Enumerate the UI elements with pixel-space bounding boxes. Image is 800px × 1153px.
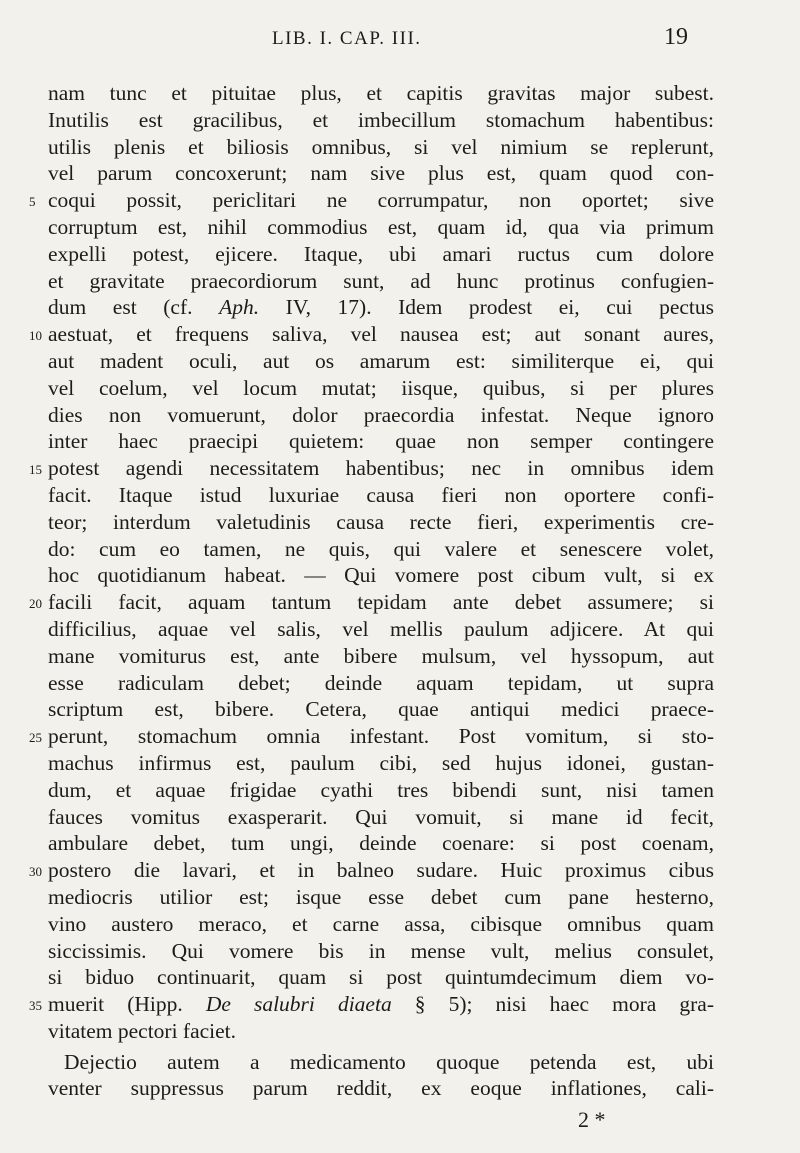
line-text: utilis plenis et biliosis omnibus, si vel nimium se replerunt, [48, 134, 714, 159]
running-head: LIB. I. CAP. III. [272, 28, 422, 49]
text-line [29, 723, 714, 750]
text-line [29, 321, 714, 348]
text-line [48, 482, 714, 509]
line-number: 30 [29, 864, 42, 880]
page-header [0, 24, 800, 56]
line-text: venter suppressus parum reddit, ex eoque inflationes, cali- [48, 1076, 714, 1101]
text-line [48, 884, 714, 911]
line-text-part: IV, 17). Idem prodest ei, cui pectus [259, 295, 714, 320]
line-text: perunt, stomachum omnia infestant. Post vomitum, si sto- [48, 724, 714, 749]
text-line [29, 857, 714, 884]
line-text: aut madent oculi, aut os amarum est: similiterque ei, qui [48, 348, 714, 373]
line-text: potest agendi necessitatem habentibus; nec in omnibus idem [48, 456, 714, 481]
text-line [48, 616, 714, 643]
line-text: do: cum eo tamen, ne quis, qui valere et senescere volet, [48, 536, 714, 561]
line-text: vel parum concoxerunt; nam sive plus est, quam quod con- [48, 161, 714, 186]
text-line [48, 134, 714, 161]
line-text: et gravitate praecordiorum sunt, ad hunc protinus confugien- [48, 268, 714, 293]
text-body [29, 80, 714, 1102]
line-text: si biduo continuarit, quam si post quintumdecimum diem vo- [48, 965, 714, 990]
line-number: 20 [29, 596, 42, 612]
text-line [48, 938, 714, 965]
text-line [48, 428, 714, 455]
line-text: facili facit, aquam tantum tepidam ante debet assumere; si [48, 590, 714, 615]
page-number: 19 [664, 24, 688, 50]
text-line [48, 1018, 714, 1045]
text-line [48, 670, 714, 697]
text-line [29, 455, 714, 482]
text-line [48, 750, 714, 777]
line-text: expelli potest, ejicere. Itaque, ubi amari ructus cum dolore [48, 241, 714, 266]
line-text: mediocris utilior est; isque esse debet cum pane hesterno, [48, 884, 714, 909]
text-line [48, 241, 714, 268]
line-text: scriptum est, bibere. Cetera, quae antiqui medici praece- [48, 697, 714, 722]
line-text: corruptum est, nihil commodius est, quam id, qua via primum [48, 214, 714, 239]
line-text: difficilius, aquae vel salis, vel mellis paulum adjicere. At qui [48, 616, 714, 641]
line-text: teor; interdum valetudinis causa recte fieri, experimentis cre- [48, 509, 714, 534]
line-number: 15 [29, 462, 42, 478]
signature-mark: 2 * [578, 1107, 606, 1132]
text-line [29, 187, 714, 214]
text-line [48, 911, 714, 938]
line-text [48, 991, 714, 1018]
line-text: Inutilis est gracilibus, et imbecillum stomachum habentibus: [48, 107, 714, 132]
line-text: vel coelum, vel locum mutat; iisque, quibus, si per plures [48, 375, 714, 400]
line-text-part: dum est (cf. [48, 295, 220, 320]
line-number: 10 [29, 328, 42, 344]
text-line [48, 643, 714, 670]
line-text: dies non vomuerunt, dolor praecordia infestat. Neque ignoro [48, 402, 714, 427]
text-line [48, 1049, 714, 1076]
text-line [48, 80, 714, 107]
line-text: aestuat, et frequens saliva, vel nausea est; aut sonant aures, [48, 322, 714, 347]
line-text: inter haec praecipi quietem: quae non semper contingere [48, 429, 714, 454]
text-line [48, 1075, 714, 1102]
text-line [48, 348, 714, 375]
line-text: vitatem pectori faciet. [48, 1018, 237, 1043]
line-text: hoc quotidianum habeat. — Qui vomere post cibum vult, si ex [48, 563, 714, 588]
line-text: facit. Itaque istud luxuriae causa fieri non oportere confi- [48, 482, 714, 507]
text-line [29, 991, 714, 1018]
text-line [48, 214, 714, 241]
text-line [48, 294, 714, 321]
text-line [48, 160, 714, 187]
line-text: fauces vomitus exasperarit. Qui vomuit, si mane id fecit, [48, 804, 714, 829]
italic-citation: De salubri diaeta [205, 992, 392, 1017]
line-text: Dejectio autem a medicamento quoque petenda est, ubi [64, 1049, 714, 1074]
italic-citation: Aph. [219, 295, 260, 320]
text-line [48, 107, 714, 134]
text-line [48, 536, 714, 563]
line-text: mane vomiturus est, ante bibere mulsum, vel hyssopum, aut [48, 643, 714, 668]
line-text: siccissimis. Qui vomere bis in mense vult, melius consulet, [48, 938, 714, 963]
line-number: 5 [29, 194, 36, 210]
text-line [48, 777, 714, 804]
line-number: 25 [29, 730, 42, 746]
line-text-part: § 5); nisi haec mora gra- [391, 992, 714, 1017]
text-line [48, 268, 714, 295]
line-number: 35 [29, 998, 42, 1014]
text-line [48, 804, 714, 831]
line-text: machus infirmus est, paulum cibi, sed hujus idonei, gustan- [48, 750, 714, 775]
text-line [48, 509, 714, 536]
line-text-part: muerit (Hipp. [48, 992, 206, 1017]
text-line [48, 375, 714, 402]
text-line [48, 402, 714, 429]
text-line [29, 589, 714, 616]
text-line [48, 964, 714, 991]
text-line [48, 830, 714, 857]
line-text: dum, et aquae frigidae cyathi tres bibendi sunt, nisi tamen [48, 777, 714, 802]
line-text: ambulare debet, tum ungi, deinde coenare: si post coenam, [48, 831, 714, 856]
text-line [48, 562, 714, 589]
line-text: vino austero meraco, et carne assa, cibisque omnibus quam [48, 911, 714, 936]
line-text [48, 294, 714, 321]
line-text: nam tunc et pituitae plus, et capitis gravitas major subest. [48, 81, 714, 105]
text-line [48, 696, 714, 723]
line-text: esse radiculam debet; deinde aquam tepidam, ut supra [48, 670, 714, 695]
line-text: coqui possit, periclitari ne corrumpatur, non oportet; sive [48, 188, 714, 213]
line-text: postero die lavari, et in balneo sudare. Huic proximus cibus [48, 858, 714, 883]
